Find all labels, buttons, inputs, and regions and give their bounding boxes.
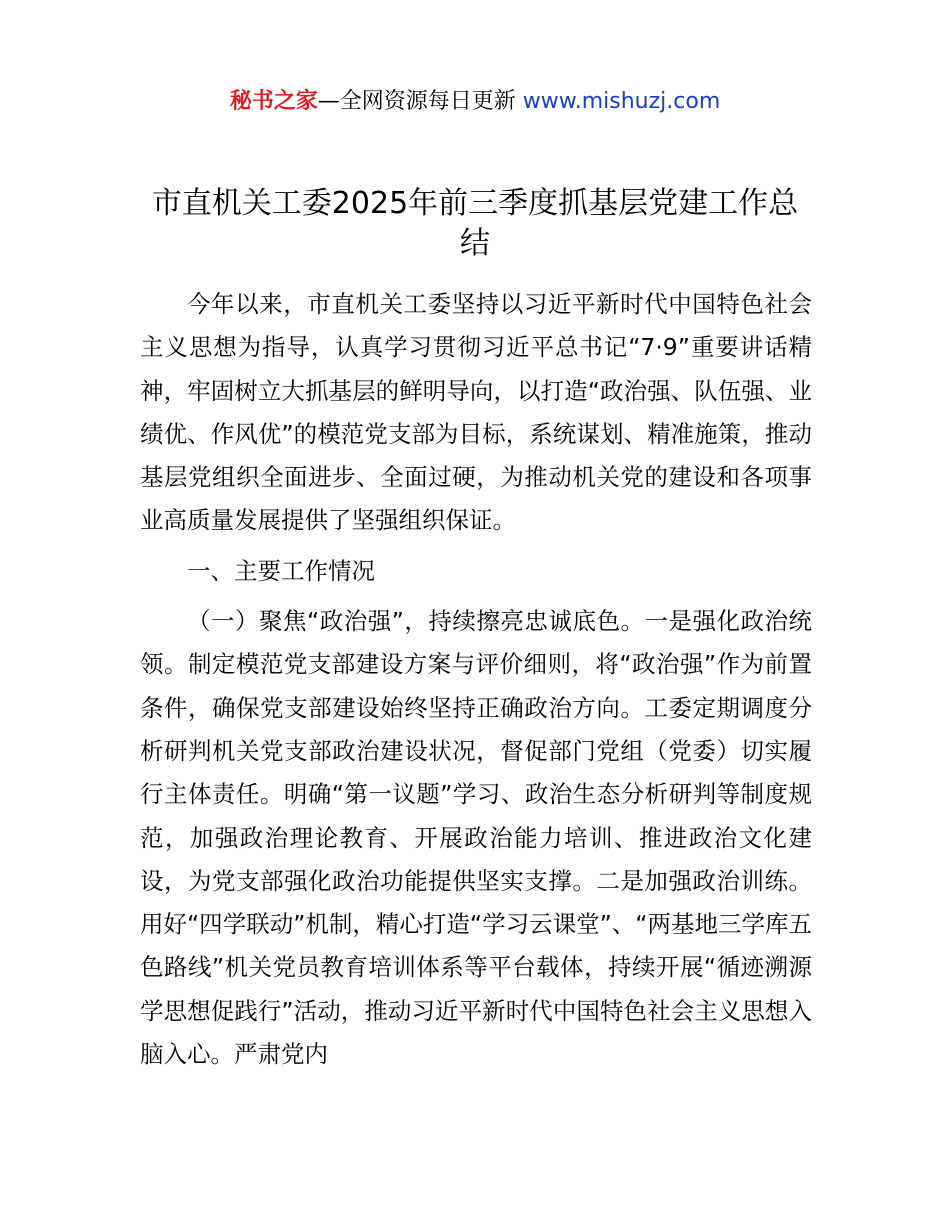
- body-paragraph: （一）聚焦“政治强”，持续擦亮忠诚底色。一是强化政治统领。制定模范党支部建设方案与评价细则，将“政治强”作为前置条件，确保党支部建设始终坚持正确政治方向。工委定期调度分析研判机关党支部政治建设状况，督促部门党组（党委）切实履行主体责任。明确“第一议题”学习、政治生态分析研判等制度规范，加强政治理论教育、开展政治能力培训、推进政治文化建设，为党支部强化政治功能提供坚实支撑。二是加强政治训练。用好“四学联动”机制，精心打造“学习云课堂”、“两基地三学库五色路线”机关党员教育培训体系等平台载体，持续开展“循迹溯源学思想促践行”活动，推动习近平新时代中国特色社会主义思想入脑入心。严肃党内: [140, 607, 812, 1069]
- intro-paragraph: 今年以来，市直机关工委坚持以习近平新时代中国特色社会主义思想为指导，认真学习贯彻习近平总书记“7·9”重要讲话精神，牢固树立大抓基层的鲜明导向，以打造“政治强、队伍强、业绩优、作风优”的模范党支部为目标，系统谋划、精准施策，推动基层党组织全面进步、全面过硬，为推动机关党的建设和各项事业高质量发展提供了坚强组织保证。: [140, 290, 812, 535]
- watermark-header: [0, 86, 950, 118]
- header-brand: 秘书之家: [229, 89, 318, 114]
- document-title: 市直机关工委2025年前三季度抓基层党建工作总结: [151, 186, 799, 261]
- header-url: www.mishuzj.com: [522, 89, 721, 114]
- section-heading: 一、主要工作情况: [187, 556, 375, 585]
- header-tagline: —全网资源每日更新: [317, 89, 523, 114]
- document-body: [140, 283, 812, 1076]
